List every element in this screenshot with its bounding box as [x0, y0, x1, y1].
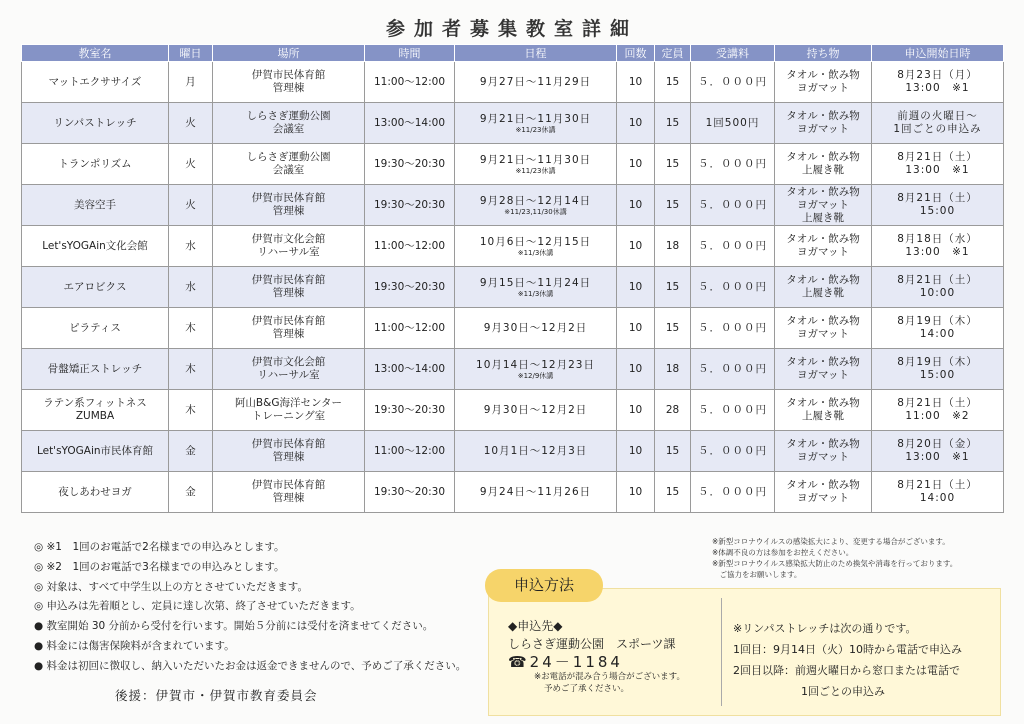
- items-cell: [775, 390, 872, 431]
- start-cell: [872, 472, 1004, 513]
- items-line-2: 上履き靴: [802, 410, 844, 422]
- class-name-cell: トランポリズム: [22, 144, 169, 185]
- schedule-note: ※11/3休講: [517, 289, 554, 298]
- start-time: 14:00: [919, 492, 956, 504]
- column-header: 日程: [455, 45, 617, 62]
- schedule-range: 9月28日～12月14日: [479, 194, 592, 207]
- class-name-cell: 夜しあわせヨガ: [22, 472, 169, 513]
- class-name-cell: ラテン系フィットネス ZUMBA: [22, 390, 169, 431]
- note-line: ● 料金には傷害保険料が含まれています。: [34, 639, 235, 652]
- time-cell: 11:00～12:00: [365, 62, 455, 103]
- items-cell: [775, 226, 872, 267]
- place-cell: [213, 267, 365, 308]
- schedule-cell: [455, 226, 617, 267]
- start-date: 8月19日（木）: [897, 356, 978, 368]
- place-building: 伊賀市民体育館: [251, 274, 326, 286]
- start-time: 1回ごとの申込み: [893, 123, 982, 135]
- corona-note-line: ※体調不良の方は参加をお控えください。: [712, 548, 854, 557]
- column-header: 回数: [617, 45, 655, 62]
- place-room: 会議室: [272, 123, 305, 135]
- lymph-title: ※リンパストレッチは次の通りです。: [733, 622, 917, 635]
- page-title: 参加者募集教室詳細: [385, 18, 638, 40]
- start-time: 13:00 ※1: [905, 451, 970, 463]
- count-cell: 10: [617, 103, 655, 144]
- fee-cell: ５．０００円: [691, 472, 775, 513]
- place-cell: [213, 349, 365, 390]
- table-header: [22, 45, 1004, 62]
- items-line-1: タオル・飲み物: [786, 438, 860, 450]
- start-date: 8月23日（月）: [897, 69, 978, 81]
- items-cell: [775, 103, 872, 144]
- capacity-cell: 18: [655, 226, 691, 267]
- time-cell: 19:30～20:30: [365, 472, 455, 513]
- corona-notes: [712, 536, 957, 580]
- schedule-cell: [455, 62, 617, 103]
- column-header: 受講料: [691, 45, 775, 62]
- place-room: 管理棟: [272, 287, 305, 299]
- start-cell: [872, 185, 1004, 226]
- class-name-cell: 美容空手: [22, 185, 169, 226]
- note-line: ◎ ※1 1回のお電話で2名様までの申込みとします。: [34, 541, 285, 553]
- schedule-range: 9月27日～11月29日: [479, 75, 592, 88]
- class-name-cell: ピラティス: [22, 308, 169, 349]
- day-cell: 火: [169, 144, 213, 185]
- time-cell: 19:30～20:30: [365, 185, 455, 226]
- count-cell: 10: [617, 308, 655, 349]
- start-time: 13:00 ※1: [905, 246, 970, 258]
- place-building: 伊賀市文化会館: [251, 233, 326, 245]
- schedule-range: 9月21日～11月30日: [479, 112, 592, 125]
- day-cell: 木: [169, 349, 213, 390]
- class-name-cell: マットエクササイズ: [22, 62, 169, 103]
- items-cell: [775, 431, 872, 472]
- time-cell: 19:30～20:30: [365, 144, 455, 185]
- start-date: 8月21日（土）: [897, 192, 978, 204]
- time-cell: 19:30～20:30: [365, 267, 455, 308]
- column-header: 場所: [213, 45, 365, 62]
- fee-cell: ５．０００円: [691, 226, 775, 267]
- time-cell: 11:00～12:00: [365, 226, 455, 267]
- start-cell: [872, 62, 1004, 103]
- count-cell: 10: [617, 267, 655, 308]
- start-time: 14:00: [919, 328, 956, 340]
- schedule-cell: [455, 349, 617, 390]
- count-cell: 10: [617, 62, 655, 103]
- place-cell: [213, 144, 365, 185]
- table-row: [22, 308, 1004, 349]
- day-cell: 金: [169, 472, 213, 513]
- place-room: 管理棟: [272, 328, 305, 340]
- column-header: 教室名: [22, 45, 169, 62]
- class-name-cell: Let'sYOGAin市民体育館: [22, 431, 169, 472]
- capacity-cell: 15: [655, 144, 691, 185]
- day-cell: 火: [169, 185, 213, 226]
- place-building: 伊賀市民体育館: [251, 315, 326, 327]
- start-time: 13:00 ※1: [905, 82, 970, 94]
- place-room: 管理棟: [272, 82, 305, 94]
- table-row: [22, 390, 1004, 431]
- schedule-note: ※11/23休講: [515, 125, 556, 134]
- place-building: 伊賀市民体育館: [251, 192, 326, 204]
- start-time: 13:00 ※1: [905, 164, 970, 176]
- place-room: 管理棟: [272, 451, 305, 463]
- schedule-cell: [455, 390, 617, 431]
- sponsor-text: 後援：伊賀市・伊賀市教育委員会: [115, 688, 318, 703]
- corona-note-line: ※新型コロナウイルスの感染拡大により、変更する場合がございます。: [712, 537, 950, 546]
- items-line-2: ヨガマット: [796, 328, 850, 340]
- start-date: 8月20日（金）: [897, 438, 978, 450]
- schedule-range: 9月30日～12月2日: [483, 321, 588, 334]
- count-cell: 10: [617, 226, 655, 267]
- items-line-2: ヨガマット: [796, 246, 850, 258]
- application-contact: [508, 617, 685, 695]
- class-name-cell: 骨盤矯正ストレッチ: [22, 349, 169, 390]
- class-name-cell: Let'sYOGAin文化会館: [22, 226, 169, 267]
- corona-note-line: ※新型コロナウイルス感染拡大防止のため換気や消毒を行っております。: [712, 559, 958, 568]
- table-row: [22, 472, 1004, 513]
- capacity-cell: 15: [655, 308, 691, 349]
- schedule-range: 9月24日～11月26日: [479, 485, 592, 498]
- items-line-2: ヨガマット: [796, 451, 850, 463]
- schedule-note: ※11/3休講: [517, 248, 554, 257]
- items-line-2: 上履き靴: [802, 164, 844, 176]
- fee-cell: 1回500円: [691, 103, 775, 144]
- schedule-range: 9月30日～12月2日: [483, 403, 588, 416]
- lymph-later: 2回目以降：前週火曜日から窓口または電話で: [733, 664, 960, 677]
- schedule-range: 10月6日～12月15日: [479, 235, 592, 248]
- note-line: ◎ ※2 1回のお電話で3名様までの申込みとします。: [34, 560, 285, 573]
- start-time: 15:00: [919, 205, 956, 217]
- time-cell: 11:00～12:00: [365, 431, 455, 472]
- items-line-2: ヨガマット 上履き靴: [796, 198, 850, 224]
- column-header: 時間: [365, 45, 455, 62]
- place-building: 伊賀市文化会館: [251, 356, 326, 368]
- fee-cell: ５．０００円: [691, 185, 775, 226]
- items-cell: [775, 144, 872, 185]
- place-cell: [213, 103, 365, 144]
- busy-note-1: ※お電話が混み合う場合がございます。: [534, 672, 685, 682]
- items-line-1: タオル・飲み物: [786, 479, 860, 491]
- capacity-cell: 28: [655, 390, 691, 431]
- column-header: 持ち物: [775, 45, 872, 62]
- time-cell: 11:00～12:00: [365, 308, 455, 349]
- items-line-2: ヨガマット: [796, 369, 850, 381]
- schedule-range: 10月14日～12月23日: [476, 358, 595, 371]
- start-date: 前週の火曜日～: [897, 110, 978, 122]
- capacity-cell: 15: [655, 267, 691, 308]
- items-line-1: タオル・飲み物: [786, 151, 860, 163]
- place-cell: [213, 308, 365, 349]
- count-cell: 10: [617, 349, 655, 390]
- capacity-cell: 15: [655, 62, 691, 103]
- application-heading: 申込方法: [485, 569, 603, 602]
- items-cell: [775, 308, 872, 349]
- day-cell: 木: [169, 308, 213, 349]
- count-cell: 10: [617, 185, 655, 226]
- place-cell: [213, 431, 365, 472]
- schedule-cell: [455, 267, 617, 308]
- fee-cell: ５．０００円: [691, 349, 775, 390]
- items-line-1: タオル・飲み物: [786, 274, 860, 286]
- items-line-2: 上履き靴: [802, 287, 844, 299]
- start-date: 8月19日（木）: [897, 315, 978, 327]
- class-name-cell: リンパストレッチ: [22, 103, 169, 144]
- start-date: 8月21日（土）: [897, 151, 978, 163]
- table-row: [22, 431, 1004, 472]
- schedule-note: ※12/9休講: [517, 371, 554, 380]
- lymph-each: 1回ごとの申込み: [801, 685, 885, 698]
- fee-cell: ５．０００円: [691, 267, 775, 308]
- lymph-first: 1回目：9月14日（火）10時から電話で申込み: [733, 643, 962, 656]
- items-line-1: タオル・飲み物: [786, 315, 860, 327]
- count-cell: 10: [617, 472, 655, 513]
- fee-cell: ５．０００円: [691, 144, 775, 185]
- time-cell: 19:30～20:30: [365, 390, 455, 431]
- capacity-cell: 15: [655, 472, 691, 513]
- place-building: しらさぎ運動公園: [246, 151, 331, 163]
- start-cell: [872, 226, 1004, 267]
- start-cell: [872, 431, 1004, 472]
- schedule-cell: [455, 185, 617, 226]
- table-row: [22, 103, 1004, 144]
- day-cell: 水: [169, 226, 213, 267]
- start-time: 10:00: [919, 287, 956, 299]
- items-cell: [775, 62, 872, 103]
- place-cell: [213, 185, 365, 226]
- column-header: 曜日: [169, 45, 213, 62]
- class-name-cell: エアロビクス: [22, 267, 169, 308]
- day-cell: 水: [169, 267, 213, 308]
- items-line-1: タオル・飲み物: [786, 233, 860, 245]
- start-date: 8月18日（水）: [897, 233, 978, 245]
- divider: [721, 598, 722, 706]
- schedule-range: 9月15日～11月24日: [479, 276, 592, 289]
- note-line: ● 教室開始 30 分前から受付を行います。開始５分前には受付を済ませてください。: [34, 620, 434, 633]
- items-line-1: タオル・飲み物: [786, 69, 860, 81]
- table-row: [22, 185, 1004, 226]
- place-cell: [213, 390, 365, 431]
- schedule-cell: [455, 472, 617, 513]
- place-building: 伊賀市民体育館: [251, 69, 326, 81]
- items-line-1: タオル・飲み物: [786, 110, 860, 122]
- column-header: 申込開始日時: [872, 45, 1004, 62]
- place-building: 伊賀市民体育館: [251, 479, 326, 491]
- count-cell: 10: [617, 431, 655, 472]
- schedule-cell: [455, 308, 617, 349]
- fee-cell: ５．０００円: [691, 308, 775, 349]
- place-room: 管理棟: [272, 205, 305, 217]
- place-room: リハーサル室: [257, 369, 320, 381]
- schedule-range: 9月21日～11月30日: [479, 153, 592, 166]
- start-time: 11:00 ※2: [905, 410, 970, 422]
- schedule-cell: [455, 431, 617, 472]
- place-cell: [213, 62, 365, 103]
- capacity-cell: 15: [655, 431, 691, 472]
- dest-label: ◆申込先◆: [508, 619, 563, 633]
- table-row: [22, 62, 1004, 103]
- start-date: 8月21日（土）: [897, 274, 978, 286]
- phone-number[interactable]: ☎24－1184: [508, 653, 623, 671]
- note-line: ● 料金は初回に徴収し、納入いただいたお金は返金できませんので、予めご了承ください。: [34, 659, 467, 672]
- start-time: 15:00: [919, 369, 956, 381]
- capacity-cell: 18: [655, 349, 691, 390]
- time-cell: 13:00～14:00: [365, 103, 455, 144]
- place-room: リハーサル室: [257, 246, 320, 258]
- start-cell: [872, 267, 1004, 308]
- place-building: しらさぎ運動公園: [246, 110, 331, 122]
- start-cell: [872, 308, 1004, 349]
- fee-cell: ５．０００円: [691, 390, 775, 431]
- day-cell: 木: [169, 390, 213, 431]
- items-cell: [775, 267, 872, 308]
- start-cell: [872, 349, 1004, 390]
- table-row: [22, 267, 1004, 308]
- items-cell: [775, 472, 872, 513]
- day-cell: 火: [169, 103, 213, 144]
- corona-note-line: ご協力をお願いします。: [712, 570, 802, 579]
- note-line: ◎ 対象は、すべて中学生以上の方とさせていただきます。: [34, 580, 308, 593]
- schedule-cell: [455, 103, 617, 144]
- place-room: トレーニング室: [251, 410, 326, 422]
- day-cell: 金: [169, 431, 213, 472]
- start-cell: [872, 390, 1004, 431]
- table-row: [22, 349, 1004, 390]
- table-row: [22, 226, 1004, 267]
- count-cell: 10: [617, 144, 655, 185]
- table-row: [22, 144, 1004, 185]
- start-date: 8月21日（土）: [897, 397, 978, 409]
- items-line-2: ヨガマット: [796, 82, 850, 94]
- place-cell: [213, 226, 365, 267]
- column-header: 定員: [655, 45, 691, 62]
- start-date: 8月21日（土）: [897, 479, 978, 491]
- place-room: 管理棟: [272, 492, 305, 504]
- fee-cell: ５．０００円: [691, 431, 775, 472]
- day-cell: 月: [169, 62, 213, 103]
- items-cell: [775, 349, 872, 390]
- items-line-1: タオル・飲み物: [786, 356, 860, 368]
- dest-name: しらさぎ運動公園 スポーツ課: [508, 637, 676, 651]
- fee-cell: ５．０００円: [691, 62, 775, 103]
- items-line-1: タオル・飲み物: [786, 185, 860, 198]
- capacity-cell: 15: [655, 103, 691, 144]
- lymph-info: [733, 618, 962, 702]
- class-schedule-table: [21, 44, 1004, 513]
- start-cell: [872, 103, 1004, 144]
- time-cell: 13:00～14:00: [365, 349, 455, 390]
- items-line-2: ヨガマット: [796, 492, 850, 504]
- schedule-range: 10月1日～12月3日: [483, 444, 588, 457]
- place-cell: [213, 472, 365, 513]
- schedule-cell: [455, 144, 617, 185]
- place-building: 伊賀市民体育館: [251, 438, 326, 450]
- schedule-note: ※11/23休講: [515, 166, 556, 175]
- conditions-notes: [34, 538, 466, 677]
- count-cell: 10: [617, 390, 655, 431]
- busy-note-2: 予めご了承ください。: [544, 684, 630, 694]
- place-building: 阿山B&G海洋センター: [234, 397, 343, 409]
- start-cell: [872, 144, 1004, 185]
- items-cell: [775, 185, 872, 226]
- note-line: ◎ 申込みは先着順とし、定員に達し次第、終了させていただきます。: [34, 600, 361, 613]
- items-line-1: タオル・飲み物: [786, 397, 860, 409]
- items-line-2: ヨガマット: [796, 123, 850, 135]
- schedule-note: ※11/23,11/30休講: [504, 207, 567, 216]
- place-room: 会議室: [272, 164, 305, 176]
- capacity-cell: 15: [655, 185, 691, 226]
